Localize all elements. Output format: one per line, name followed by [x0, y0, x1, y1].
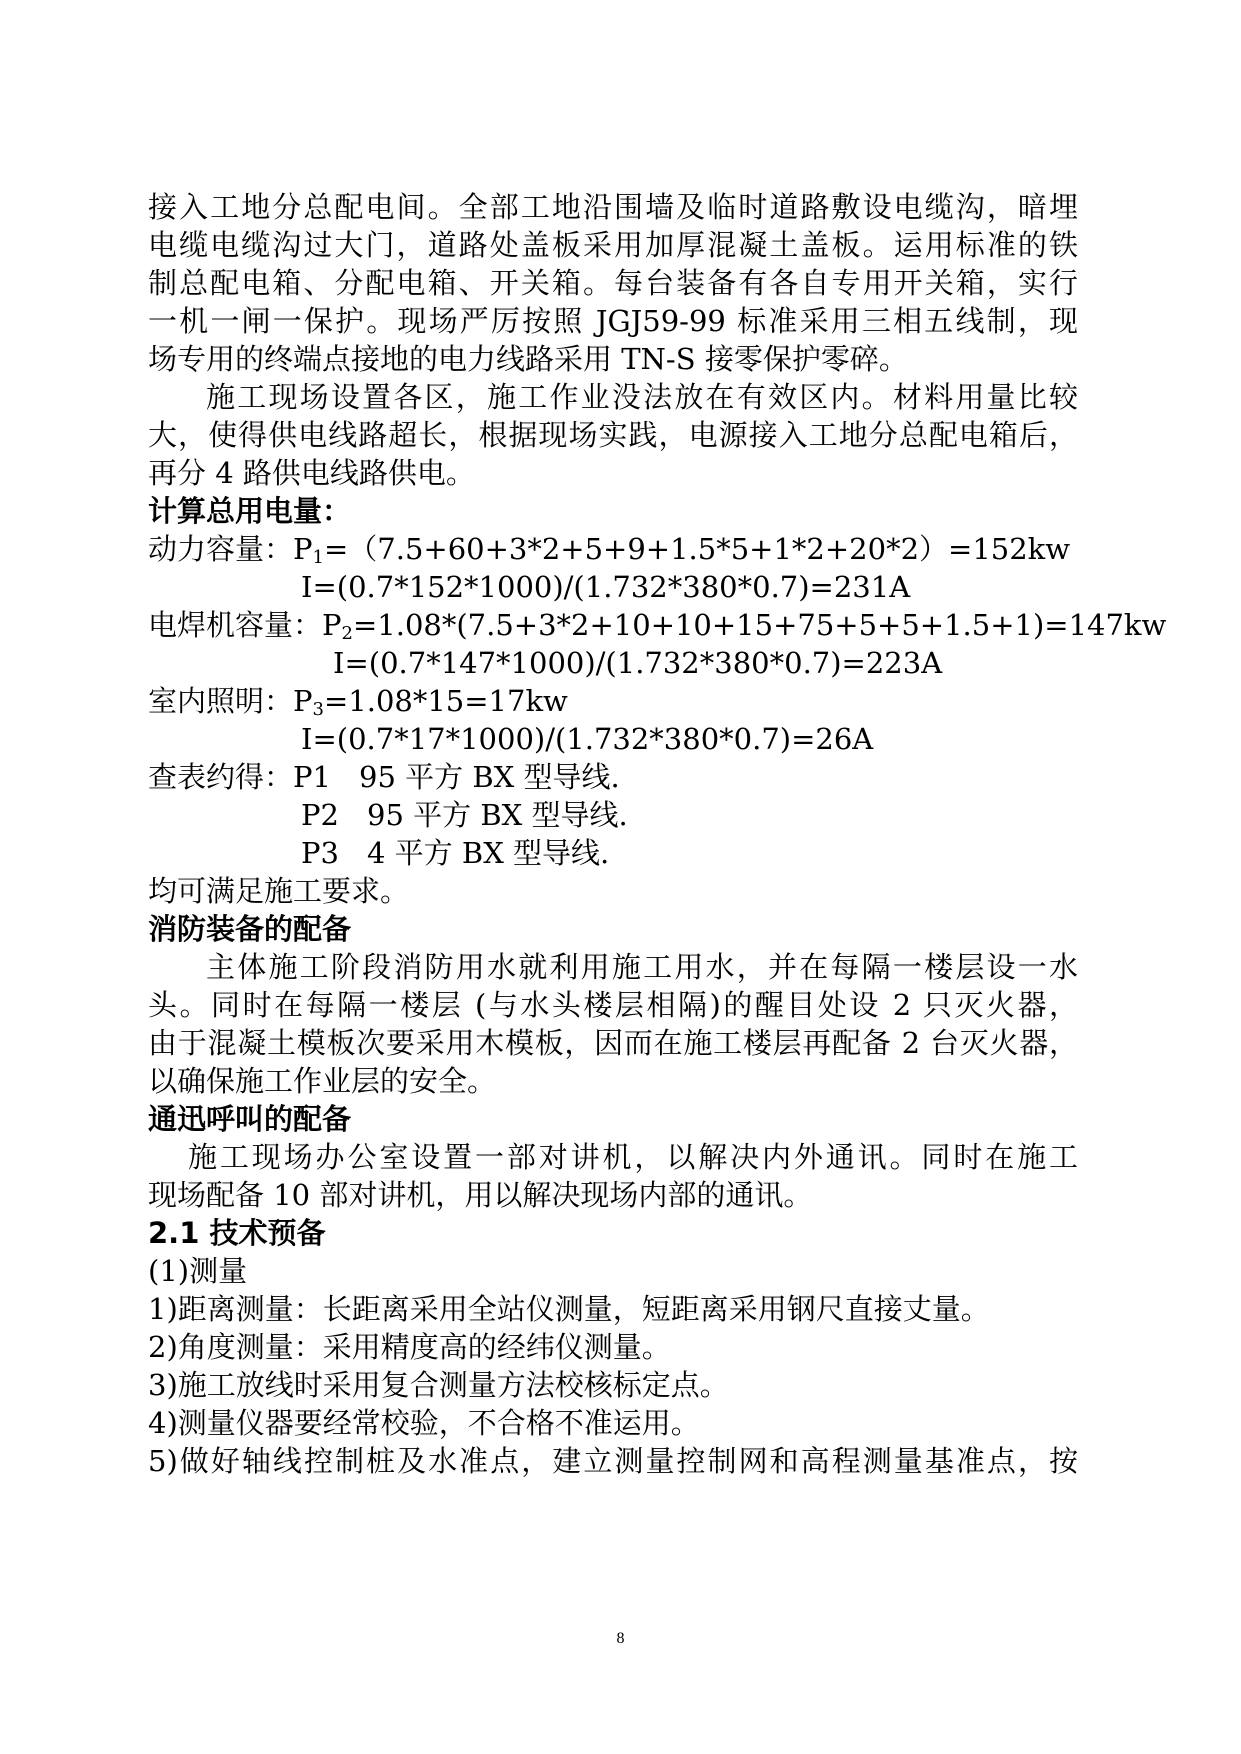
calc-label: 电焊机容量：: [148, 608, 323, 642]
calc-p2: 电焊机容量：$P_2=1.08*(7.5+3*2+10+10+15+75+5+5+1.5+1)=147kw$: [148, 608, 1167, 644]
calc-formula: =1.08*(7.5+3*2+10+10+15+75+5+5+1.5+1)=147kw: [352, 608, 1167, 642]
section-heading-tech: 2.1 技术预备: [148, 1216, 326, 1250]
page-number: 8: [616, 1630, 625, 1647]
paragraph-line: 以确保施工作业层的安全。: [148, 1064, 497, 1098]
calc-label: 室内照明：: [148, 684, 294, 718]
paragraph-line: 现场配备 10 部对讲机，用以解决现场内部的通讯。: [148, 1178, 813, 1212]
calc-formula: =（7.5+60+3*2+5+9+1.5*5+1*2+20*2）=152kw: [323, 532, 1071, 566]
paragraph-line: 一机一闸一保护。现场严厉按照 JGJ59-99 标准采用三相五线制，现: [148, 304, 1078, 338]
lookup-label: 查表约得：: [148, 760, 294, 794]
lookup-row: P3 4 平方 BX 型导线.: [301, 836, 610, 870]
section-heading-calc: 计算总用电量：: [148, 494, 352, 528]
survey-item: 2)角度测量：采用精度高的经纬仪测量。: [148, 1330, 671, 1364]
paragraph-line: 场专用的终端点接地的电力线路采用 TN-S 接零保护零碎。: [148, 342, 908, 376]
lookup-row: 查表约得：P1 95 平方 BX 型导线.: [148, 760, 620, 794]
survey-item: 4)测量仪器要经常校验，不合格不准运用。: [148, 1406, 700, 1440]
paragraph-line: 施工现场办公室设置一部对讲机，以解决内外通讯。同时在施工: [188, 1140, 1078, 1174]
calc-current: I=(0.7*17*1000)/(1.732*380*0.7)=26A: [301, 722, 874, 756]
survey-item: 1)距离测量：长距离采用全站仪测量，短距离采用钢尺直接丈量。: [148, 1292, 990, 1326]
lookup-row: P2 95 平方 BX 型导线.: [301, 798, 628, 832]
paragraph-line: 主体施工阶段消防用水就利用施工用水，并在每隔一楼层设一水: [206, 950, 1078, 984]
paragraph-line: 大，使得供电线路超长，根据现场实践，电源接入工地分总配电箱后，: [148, 418, 1078, 452]
lookup-conclusion: 均可满足施工要求。: [148, 874, 410, 908]
survey-item: 5)做好轴线控制桩及水准点，建立测量控制网和高程测量基准点，按: [148, 1444, 1078, 1478]
paragraph-line: 接入工地分总配电间。全部工地沿围墙及临时道路敷设电缆沟，暗埋: [148, 190, 1078, 224]
calc-current: I=(0.7*152*1000)/(1.732*380*0.7)=231A: [301, 570, 911, 604]
document-page: [148, 188, 1167, 1480]
paragraph-line: 由于混凝土模板次要采用木模板，因而在施工楼层再配备 2 台灭火器，: [148, 1026, 1078, 1060]
section-heading-fire: 消防装备的配备: [148, 912, 352, 946]
calc-formula: =1.08*15=17kw: [323, 684, 568, 718]
paragraph-line: 制总配电箱、分配电箱、开关箱。每台装备有各自专用开关箱，实行: [148, 266, 1078, 300]
paragraph-line: 电缆电缆沟过大门，道路处盖板采用加厚混凝土盖板。运用标准的铁: [148, 228, 1078, 262]
survey-title: (1)测量: [148, 1254, 248, 1288]
section-heading-comm: 通迅呼叫的配备: [148, 1102, 352, 1136]
paragraph-line: 施工现场设置各区，施工作业没法放在有效区内。材料用量比较: [206, 380, 1078, 414]
calc-p1: 动力容量：$P_1=(7.5+60+3*2+5+9+1.5*5+1*2+20*2)=152kw$: [148, 532, 1071, 568]
paragraph-line: 再分 4 路供电线路供电。: [148, 456, 475, 490]
paragraph-line: 头。同时在每隔一楼层 (与水头楼层相隔)的醒目处设 2 只灭火器，: [148, 988, 1078, 1022]
calc-current: I=(0.7*147*1000)/(1.732*380*0.7)=223A: [333, 646, 943, 680]
survey-item: 3)施工放线时采用复合测量方法校核标定点。: [148, 1368, 729, 1402]
calc-p3: 室内照明：$P_3=1.08*15=17kw$: [148, 684, 568, 720]
calc-label: 动力容量：: [148, 532, 294, 566]
